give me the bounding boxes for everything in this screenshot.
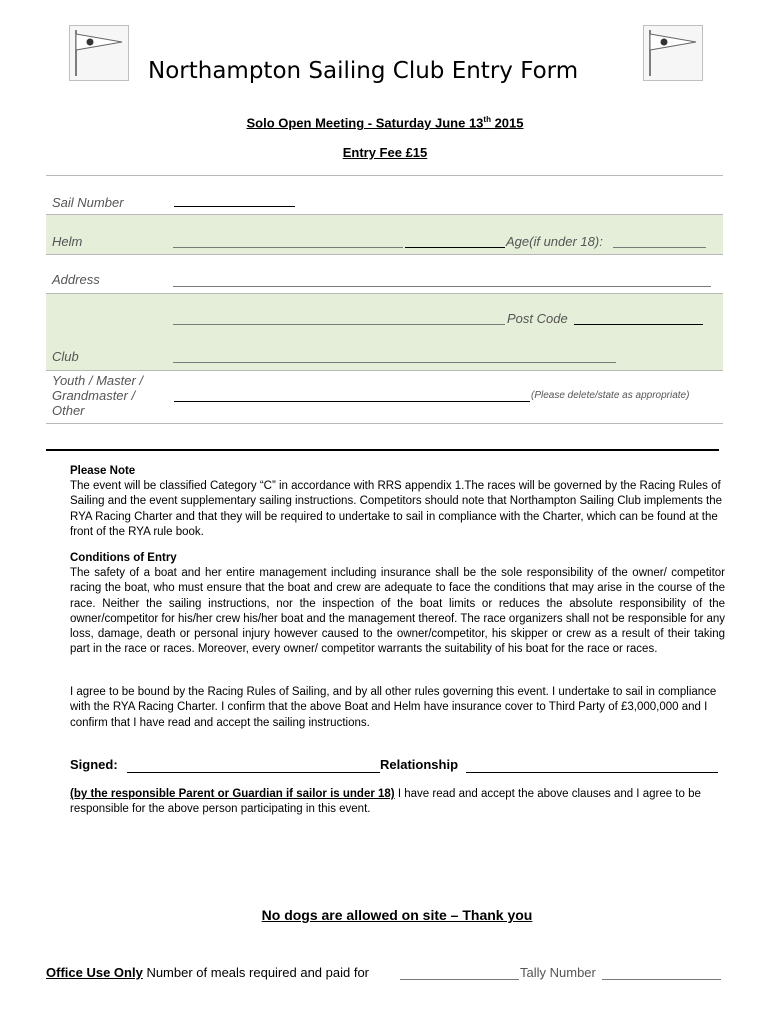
club-logo-right [643, 25, 703, 81]
please-note-body: The event will be classified Category “C” in accordance with RRS appendix 1.The races will be governed by the Racing Rules of Sailing and the event supplementary sailing instructions. Competitors should note that Northampton Sailing Club implements the RYA Racing Charter and that they will be required to undertake to sail in compliance with the Charter, which can be found at the front of the RYA rule book. [70, 480, 723, 538]
office-use-row [46, 965, 369, 980]
age-label: Age(if under 18): [506, 234, 603, 249]
section-divider [46, 449, 719, 451]
sail-number-label: Sail Number [52, 195, 124, 210]
band-rule [46, 370, 723, 371]
office-use-label: Office Use Only [46, 965, 143, 980]
helm-field-extra[interactable] [405, 247, 505, 248]
meals-label: Number of meals required and paid for [146, 965, 369, 980]
form-bottom-rule [46, 423, 723, 424]
helm-label: Helm [52, 234, 83, 249]
category-note: (Please delete/state as appropriate) [531, 390, 690, 401]
please-note-heading: Please Note [70, 465, 136, 477]
conditions-body: The safety of a boat and her entire management including insurance shall be the sole responsibility of the owner/ competitor racing the boat, who must ensure that the boat and crew are adequate to face the conditions that may arise in the course of the race. Neither the sailing instructions, nor the inspection of the boat limits or reduces the absolute responsibility of the owner/competitor for his/her crew his/her boat and the management thereof. The race organizers shall not be responsible for any loss, damage, death or personal injury however caused to the owner/competitor, his skipper or crew as a result of their taking part in the race or races. Moreover, every owner/ competitor warrants the suitability of his boat for the race or races. [70, 567, 726, 656]
event-title: Solo Open Meeting - Saturday June 13th 2015 [246, 115, 524, 131]
tally-field[interactable] [602, 979, 721, 980]
age-field[interactable] [613, 247, 706, 248]
address-field-2[interactable] [173, 324, 505, 325]
band-rule [46, 293, 723, 294]
conditions-heading: Conditions of Entry [70, 552, 177, 564]
helm-band [46, 215, 723, 254]
signed-label: Signed: [70, 757, 118, 772]
agree-body: I agree to be bound by the Racing Rules of Sailing, and by all other rules governing this event. I undertake to sail in compliance with the RYA Racing Charter. I confirm that the above Boat and Helm have insurance cover to Third Party of £3,000,000 and I confirm that I have read and accept the sailing instructions. [70, 686, 717, 729]
relationship-field[interactable] [466, 772, 718, 773]
club-field[interactable] [173, 362, 616, 363]
burgee-icon [644, 26, 702, 80]
tally-label: Tally Number [520, 965, 596, 980]
burgee-icon [70, 26, 128, 80]
signed-field[interactable] [127, 772, 380, 773]
band-rule [46, 254, 723, 255]
no-dogs-notice: No dogs are allowed on site – Thank you [261, 907, 533, 923]
address-band [46, 294, 723, 370]
page-title: Northampton Sailing Club Entry Form [148, 58, 579, 84]
sail-number-field[interactable] [174, 206, 295, 207]
address-field-1[interactable] [173, 286, 711, 287]
category-label: Youth / Master / Grandmaster / Other [52, 373, 144, 418]
relationship-label: Relationship [380, 757, 459, 772]
club-label: Club [52, 349, 79, 364]
band-rule [46, 214, 723, 215]
form-top-rule [46, 175, 723, 176]
meals-field[interactable] [400, 979, 519, 980]
club-logo-left [69, 25, 129, 81]
address-label: Address [52, 272, 100, 287]
guardian-statement: (by the responsible Parent or Guardian if sailor is under 18) I have read and accept the above clauses and I agree to be responsible for the above person participating in this event. [70, 788, 701, 816]
helm-field[interactable] [173, 247, 403, 248]
category-field[interactable] [174, 401, 530, 402]
entry-fee: Entry Fee £15 [342, 145, 428, 160]
post-code-field[interactable] [574, 324, 703, 325]
post-code-label: Post Code [507, 311, 568, 326]
